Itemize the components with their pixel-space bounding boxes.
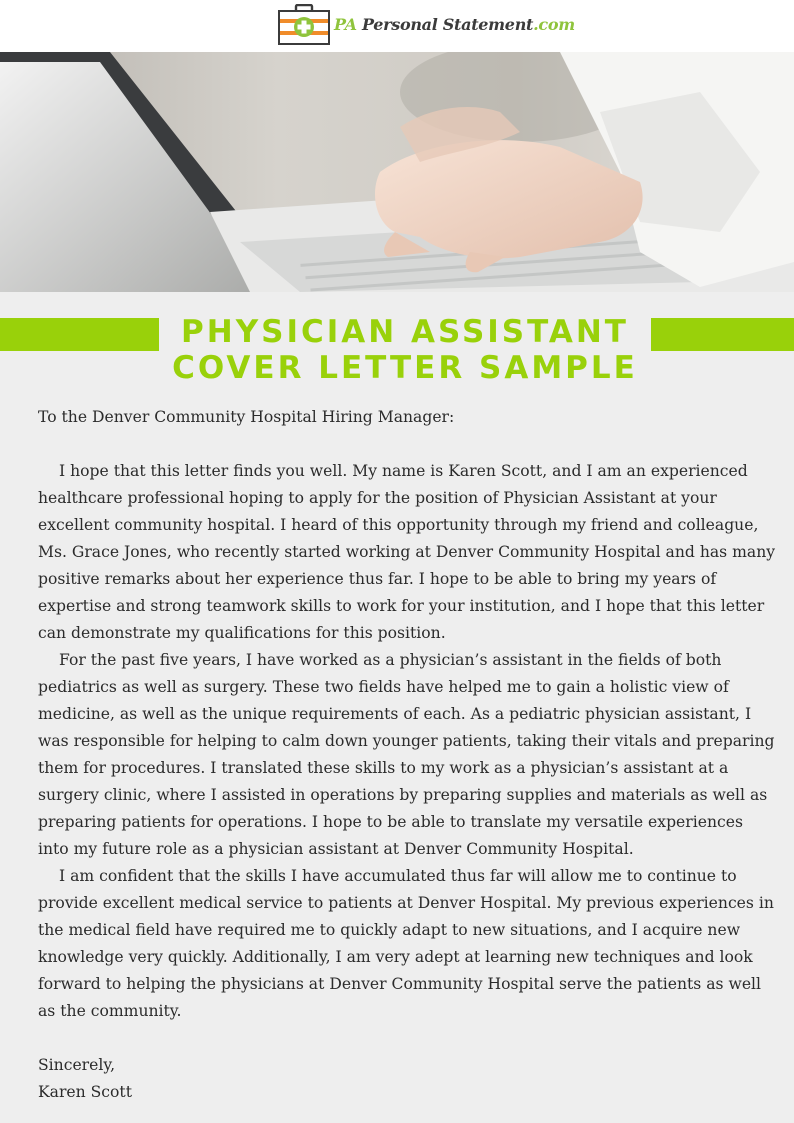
logo-wordmark [334, 15, 575, 34]
letter-paragraph-3: I am confident that the skills I have accumulated thus far will allow me to continue to provide excellent medical service to patients at Denver Hospital. My previous experiences in the medical field have required me to quickly adapt to new situations, and I acquire new knowledge very quickly. Additionally, I am very adept at learning new techniques and look forward to helping the physicians at Denver Community Hospital serve the patients as well as the community. [38, 867, 774, 1020]
title-accent-bar-right [651, 318, 794, 351]
logo-tld-text: .com [533, 14, 575, 34]
letter-salutation: To the Denver Community Hospital Hiring Manager: [38, 408, 455, 426]
paragraph-spacer [38, 1025, 778, 1052]
title-accent-bar-left [0, 318, 159, 351]
letter-closing: Sincerely, [38, 1056, 116, 1074]
site-header [0, 0, 794, 52]
site-logo[interactable] [278, 3, 575, 45]
page-title [159, 314, 651, 386]
cover-letter-body [38, 404, 778, 1106]
letter-paragraph-1: I hope that this letter finds you well. My name is Karen Scott, and I am an experienced healthcare professional hoping to apply for the position of Physician Assistant at your excellent community hospital. I heard of this opportunity through my friend and colleague, Ms. Grace Jones, who recently started working at Denver Community Hospital and has many positive remarks about her experience thus far. I hope to be able to bring my years of expertise and strong teamwork skills to work for your institution, and I hope that this letter can demonstrate my qualifications for this position. [38, 462, 776, 642]
title-band [0, 314, 794, 388]
page-title-line-1: PHYSICIAN ASSISTANT [181, 314, 629, 350]
letter-signature: Karen Scott [38, 1083, 132, 1101]
letter-paragraph-2: For the past five years, I have worked as a physician’s assistant in the fields of both pediatrics as well as surgery. These two fields have helped me to gain a holistic view of medicine, as well as the unique requirements of each. As a pediatric physician assistant, I was responsible for helping to calm down younger patients, taking their vitals and preparing them for procedures. I translated these skills to my work as a physician’s assistant at a surgery clinic, where I assisted in operations by preparing supplies and materials as well as preparing patients for operations. I hope to be able to translate my versatile experiences into my future role as a physician assistant at Denver Community Hospital. [38, 651, 775, 858]
logo-main-text: Personal Statement [356, 14, 534, 34]
paragraph-spacer [38, 431, 778, 458]
hands-typing-on-laptop-photo [0, 52, 794, 292]
hero-image [0, 52, 794, 292]
logo-pa-text: PA [334, 14, 357, 34]
medical-kit-icon [278, 4, 330, 45]
page-title-line-2: COVER LETTER SAMPLE [172, 350, 638, 386]
